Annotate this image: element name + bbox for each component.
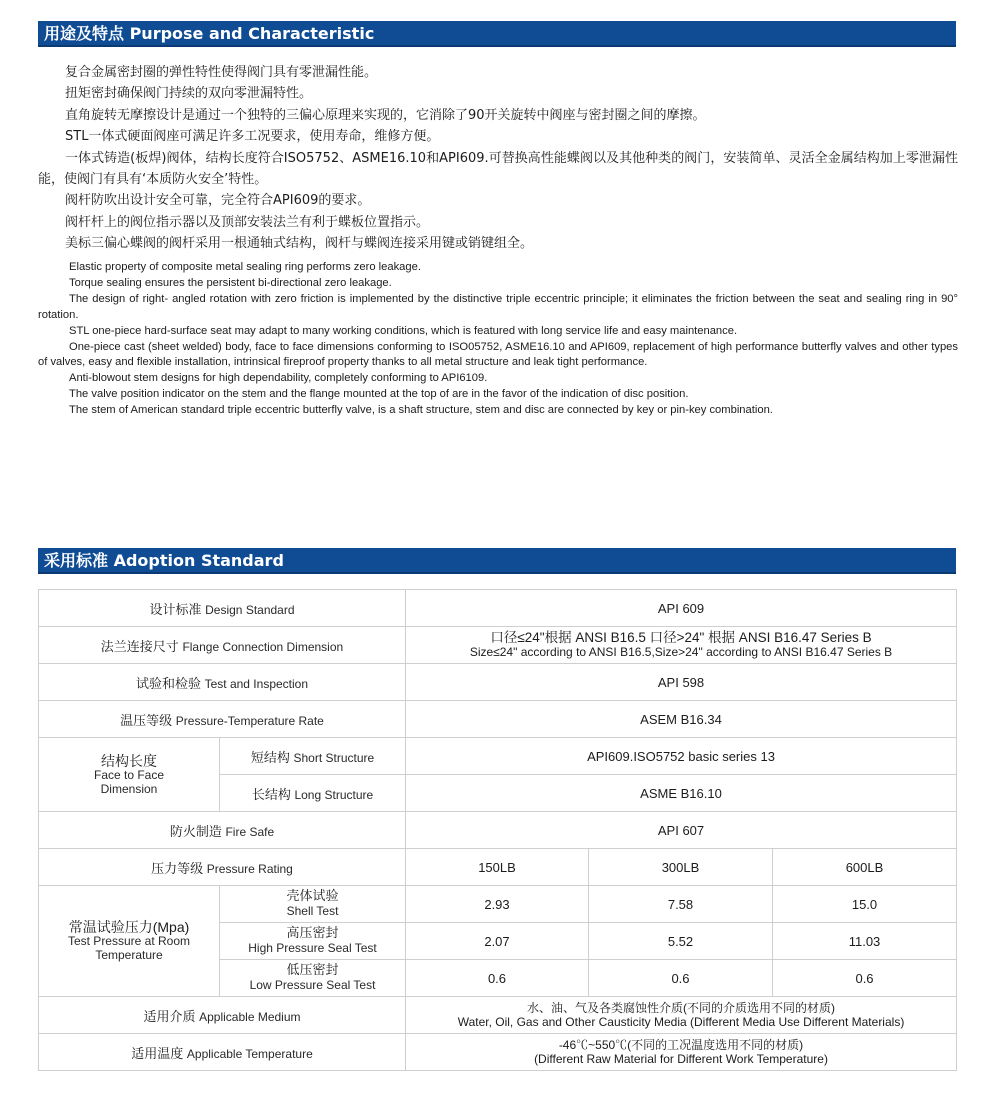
label-en: Flange Connection Dimension xyxy=(182,639,344,654)
label-en: Test Pressure at Room xyxy=(67,934,191,948)
label-zh: 温压等级 xyxy=(120,713,173,729)
en-paragraph: The valve position indicator on the stem and the flange mounted at the top of are in the favor of the indication of disc position. xyxy=(69,388,689,401)
label-zh: 试验和检验 xyxy=(135,676,201,692)
label-zh: 压力等级 xyxy=(151,861,204,877)
class-cell: 300LB xyxy=(589,849,773,886)
label-en: Applicable Medium xyxy=(199,1009,301,1024)
label-zh: 适用介质 xyxy=(143,1009,196,1025)
row-label xyxy=(39,590,406,627)
value-cell: 2.07 xyxy=(406,923,589,960)
label-en: Applicable Temperature xyxy=(186,1046,313,1061)
row-group-label xyxy=(39,886,220,997)
value-cell: 2.93 xyxy=(406,886,589,923)
label-en: Pressure-Temperature Rate xyxy=(175,713,324,728)
zh-paragraph: STL一体式硬面阀座可满足许多工况要求，使用寿命，维修方便。 xyxy=(65,129,440,145)
value-cell: 0.6 xyxy=(773,960,957,997)
sub-label xyxy=(220,960,406,997)
label-zh: 低压密封 xyxy=(286,963,339,978)
label-zh: 防火制造 xyxy=(169,824,222,840)
value-en: Size≤24" according to ANSI B16.5,Size>24" according to ANSI B16.47 Series B xyxy=(469,645,893,659)
purpose-en-text xyxy=(38,260,958,419)
value-en: (Different Raw Material for Different Work Temperature) xyxy=(534,1052,828,1066)
section-banner-standard xyxy=(38,548,956,574)
value-cell: 11.03 xyxy=(773,923,957,960)
en-paragraph: The design of right- angled rotation with zero friction is implemented by the distinctive triple eccentric principle; it eliminates the friction between the seat and sealing ring in 90° rotation. xyxy=(38,292,958,321)
row-value xyxy=(406,1034,957,1071)
section-title: 用途及特点 Purpose and Characteristic xyxy=(44,24,375,43)
label-en: Fire Safe xyxy=(225,824,275,839)
sub-label xyxy=(220,738,406,775)
table-row xyxy=(39,590,957,627)
value-cell: 7.58 xyxy=(589,886,773,923)
section-banner-purpose xyxy=(38,21,956,47)
label-zh: 常温试验压力(Mpa) xyxy=(68,919,190,935)
label-en: Dimension xyxy=(100,781,158,796)
en-paragraph: Torque sealing ensures the persistent bi-directional zero leakage. xyxy=(69,276,392,289)
label-en: Design Standard xyxy=(205,602,295,617)
row-label xyxy=(39,997,406,1034)
row-label xyxy=(39,1034,406,1071)
zh-paragraph: 美标三偏心蝶阀的阀杆采用一根通轴式结构，阀杆与蝶阀连接采用键或销键组全。 xyxy=(65,236,534,252)
row-label xyxy=(39,627,406,664)
label-zh: 高压密封 xyxy=(286,926,339,941)
row-label xyxy=(39,812,406,849)
label-zh: 适用温度 xyxy=(131,1046,184,1062)
table-row xyxy=(39,997,957,1034)
value-zh: 水、油、气及各类腐蚀性介质(不同的介质选用不同的材质) xyxy=(527,1001,835,1015)
row-group-label xyxy=(39,738,220,812)
row-value: ASEM B16.34 xyxy=(406,701,957,738)
label-en: High Pressure Seal Test xyxy=(248,941,377,955)
row-value: API609.ISO5752 basic series 13 xyxy=(406,738,957,775)
en-paragraph: STL one-piece hard-surface seat may adapt to many working conditions, which is featured with long service life and easy maintenance. xyxy=(69,324,738,337)
value-cell: 0.6 xyxy=(406,960,589,997)
table-row xyxy=(39,701,957,738)
sub-label xyxy=(220,923,406,960)
en-paragraph: Anti-blowout stem designs for high dependability, completely conforming to API6109. xyxy=(69,372,488,385)
value-zh: 口径≤24"根据 ANSI B16.5 口径>24" 根据 ANSI B16.47 Series B xyxy=(490,630,872,645)
label-zh: 长结构 xyxy=(251,787,291,803)
row-value xyxy=(406,997,957,1034)
label-en: Face to Face xyxy=(93,767,165,782)
row-value: API 609 xyxy=(406,590,957,627)
purpose-zh-text xyxy=(38,62,958,255)
row-label xyxy=(39,849,406,886)
zh-paragraph: 阀杆杆上的阀位指示器以及顶部安装法兰有利于蝶板位置指示。 xyxy=(65,214,430,230)
zh-paragraph: 一体式铸造(板焊)阀体，结构长度符合ISO5752、ASME16.10和API609.可替换高性能蝶阀以及其他种类的阀门，安装简单、灵活全金属结构加上零泄漏性能，使阀门有具有‘本质防火安全’特性。 xyxy=(38,150,958,188)
label-zh: 设计标准 xyxy=(149,602,202,618)
sub-label xyxy=(220,886,406,923)
label-zh: 结构长度 xyxy=(101,752,157,769)
label-en: Long Structure xyxy=(294,787,374,802)
table-row xyxy=(39,627,957,664)
row-value: ASME B16.10 xyxy=(406,775,957,812)
zh-paragraph: 直角旋转无摩擦设计是通过一个独特的三偏心原理来实现的，它消除了90开关旋转中阀座与密封圈之间的摩擦。 xyxy=(65,107,706,123)
label-en: Shell Test xyxy=(286,904,339,918)
label-en: Low Pressure Seal Test xyxy=(249,978,376,992)
label-zh: 壳体试验 xyxy=(286,889,339,904)
table-row xyxy=(39,886,957,923)
label-zh: 法兰连接尺寸 xyxy=(100,639,179,655)
en-paragraph: The stem of American standard triple eccentric butterfly valve, is a shaft structure, stem and disc are connected by key or pin-key combination. xyxy=(69,404,773,417)
value-cell: 15.0 xyxy=(773,886,957,923)
sub-label xyxy=(220,775,406,812)
label-en: Pressure Rating xyxy=(206,861,293,876)
value-cell: 0.6 xyxy=(589,960,773,997)
zh-paragraph: 复合金属密封圈的弹性特性使得阀门具有零泄漏性能。 xyxy=(65,65,378,80)
row-label xyxy=(39,701,406,738)
section-title: 采用标准 Adoption Standard xyxy=(44,551,284,570)
table-row xyxy=(39,849,957,886)
label-en: Test and Inspection xyxy=(204,676,309,691)
table-row xyxy=(39,812,957,849)
table-row xyxy=(39,738,957,775)
zh-paragraph: 阀杆防吹出设计安全可靠，完全符合API609的要求。 xyxy=(65,193,371,209)
value-en: Water, Oil, Gas and Other Causticity Media (Different Media Use Different Materials) xyxy=(457,1015,905,1029)
label-en: Temperature xyxy=(95,948,163,962)
class-cell: 150LB xyxy=(406,849,589,886)
en-paragraph: One-piece cast (sheet welded) body, face to face dimensions conforming to ISO05752, ASME16.10 and API609, replacement of high performance butterfly valves and other types of valves, easy and flexible installation, intrinsical fireproof property thanks to all metal structure and leak tight performance. xyxy=(38,340,958,369)
label-zh: 短结构 xyxy=(250,750,290,766)
row-value: API 598 xyxy=(406,664,957,701)
value-cell: 5.52 xyxy=(589,923,773,960)
en-paragraph: Elastic property of composite metal sealing ring performs zero leakage. xyxy=(69,261,421,273)
value-zh: -46℃~550℃(不同的工况温度选用不同的材质) xyxy=(558,1038,804,1052)
zh-paragraph: 扭矩密封确保阀门持续的双向零泄漏特性。 xyxy=(65,86,313,102)
label-en: Short Structure xyxy=(293,750,375,765)
row-label xyxy=(39,664,406,701)
table-row xyxy=(39,664,957,701)
row-value: API 607 xyxy=(406,812,957,849)
row-value xyxy=(406,627,957,664)
adoption-standard-table xyxy=(38,589,957,1071)
table-row xyxy=(39,1034,957,1071)
class-cell: 600LB xyxy=(773,849,957,886)
